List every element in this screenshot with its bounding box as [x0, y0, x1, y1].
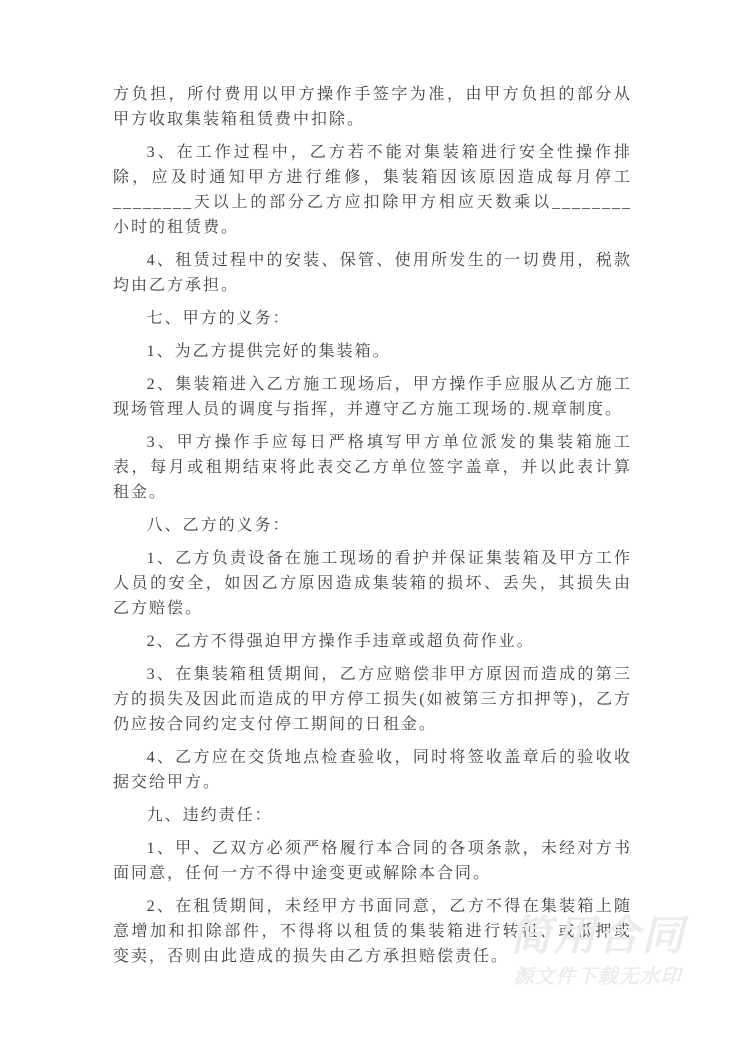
clause-a-work-sheet: 3、甲方操作手应每日严格填写甲方单位派发的集装箱施工表，每月或租期结束将此表交乙方单位签字盖章，并以此表计算租金。: [113, 434, 632, 501]
watermark-tagline: 源文件下载无水印: [513, 966, 682, 988]
clause-a-provide-container: 1、为乙方提供完好的集装箱。: [146, 343, 391, 360]
section-heading-breach-liability: 九、违约责任：: [146, 807, 273, 824]
section-heading-party-a-obligations: 七、甲方的义务：: [146, 310, 291, 327]
clause-rental-fees: 4、租赁过程中的安装、保管、使用所发生的一切费用，税款均由乙方承担。: [113, 252, 632, 294]
clause-b-inspection-receipt: 4、乙方应在交货地点检查验收，同时将签收盖章后的验收收据交给甲方。: [113, 749, 632, 791]
clause-b-site-guard: 1、乙方负责设备在施工现场的看护并保证集装箱及甲方工作人员的安全，如因乙方原因造成集装箱的损坏、丢失，其损失由乙方赔偿。: [113, 550, 632, 617]
clause-b-third-party-loss: 3、在集装箱租赁期间，乙方应赔偿非甲方原因而造成的第三方的损失及因此而造成的甲方停工损失(如被第三方扣押等)，乙方仍应按合同约定支付停工期间的日租金。: [113, 666, 632, 733]
watermark-logo-text: 简用合同: [509, 912, 686, 959]
clause-breach-no-sublease: 2、在租赁期间，未经甲方书面同意，乙方不得在集装箱上随意增加和扣除部件，不得将以租赁的集装箱进行转租、或抵押或变卖，否则由此造成的损失由乙方承担赔偿责任。: [113, 898, 632, 965]
clause-b-no-overload: 2、乙方不得强迫甲方操作手违章或超负荷作业。: [146, 633, 535, 650]
contract-body: [113, 82, 632, 977]
clause-work-process: 3、在工作过程中，乙方若不能对集装箱进行安全性操作排除，应及时通知甲方进行维修，集装箱因该原因造成每月停工________天以上的部分乙方应扣除甲方相应天数乘以________小时的租赁费。: [113, 144, 632, 236]
paragraph-continuation: 方负担，所付费用以甲方操作手签字为准，由甲方负担的部分从甲方收取集装箱租赁费中扣除。: [113, 86, 632, 128]
section-heading-party-b-obligations: 八、乙方的义务：: [146, 517, 291, 534]
clause-breach-strict-performance: 1、甲、乙双方必须严格履行本合同的各项条款，未经对方书面同意，任何一方不得中途变更或解除本合同。: [113, 840, 632, 882]
clause-a-site-rules: 2、集装箱进入乙方施工现场后，甲方操作手应服从乙方施工现场管理人员的调度与指挥，并遵守乙方施工现场的.规章制度。: [113, 376, 632, 418]
